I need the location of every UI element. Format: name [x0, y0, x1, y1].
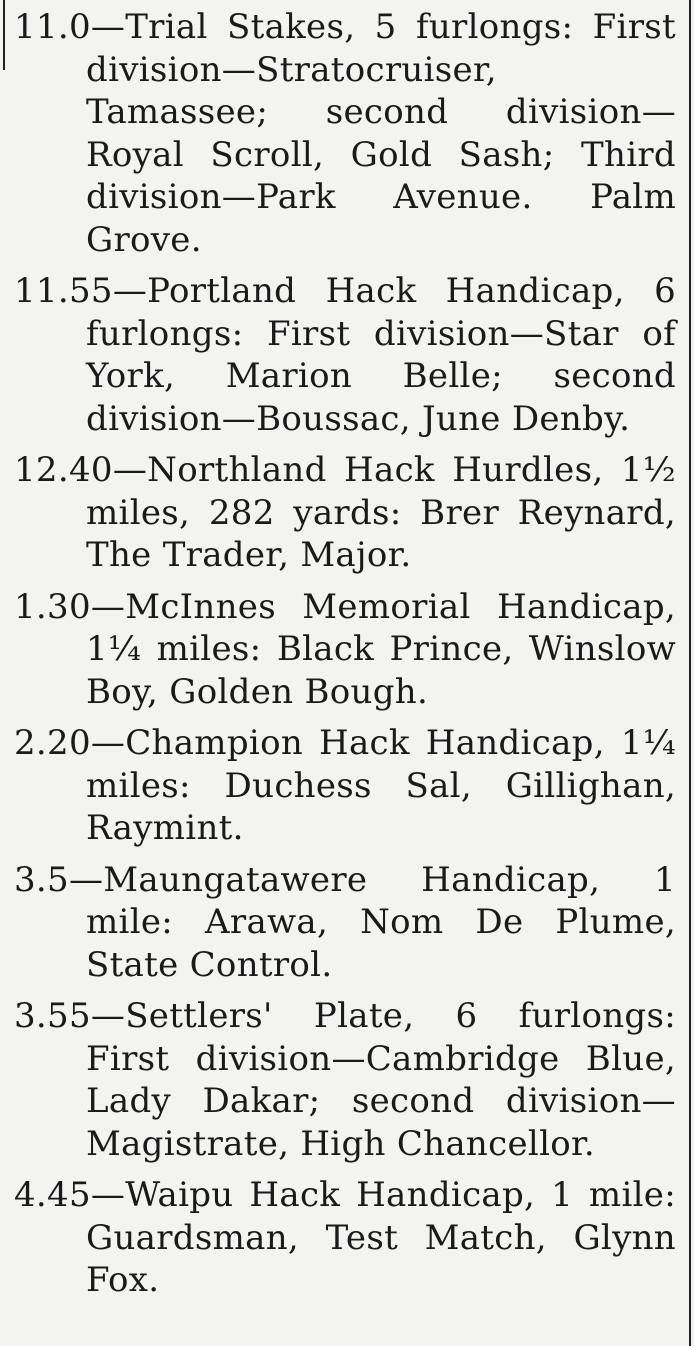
- race-time: 2.20: [14, 723, 91, 763]
- race-entry: [14, 859, 676, 987]
- race-entry: [14, 449, 676, 577]
- race-entry: [14, 270, 676, 440]
- race-time: 12.40: [14, 450, 113, 490]
- race-entry: [14, 722, 676, 850]
- race-entry: [14, 995, 676, 1165]
- race-entry: [14, 1174, 676, 1302]
- race-time: 1.30: [14, 586, 91, 627]
- race-entry: [14, 6, 676, 261]
- column-rule-right: [689, 0, 691, 1346]
- race-time: 4.45: [14, 1175, 91, 1215]
- race-details: —Trial Stakes, 5 furlongs: First division—Stratocruiser, Tamassee; second division—Royal Scroll, Gold Sash; Third division—Park Avenue. Palm Grove.: [86, 7, 676, 260]
- race-details: —Waipu Hack Handicap, 1 mile: Guardsman, Test Match, Glynn Fox.: [86, 1175, 676, 1300]
- race-time: 3.5: [14, 859, 69, 900]
- race-list: [14, 6, 676, 1311]
- race-details: —Champion Hack Handicap, 1¼ miles: Duchess Sal, Gillighan, Raymint.: [86, 723, 676, 848]
- race-time: 11.55: [14, 271, 113, 311]
- race-entry: [14, 586, 676, 714]
- column-rule-left: [3, 0, 5, 70]
- race-details: —Settlers' Plate, 6 furlongs: First division—Cambridge Blue, Lady Dakar; second division—Magistrate, High Chancellor.: [86, 996, 676, 1164]
- race-details: —McInnes Memorial Handicap, 1¼ miles: Black Prince, Winslow Boy, Golden Bough.: [86, 586, 676, 712]
- race-details: —Northland Hack Hurdles, 1½ miles, 282 yards: Brer Reynard, The Trader, Major.: [86, 450, 676, 575]
- race-details: —Portland Hack Handicap, 6 furlongs: First division—Star of York, Marion Belle; second division—Boussac, June Denby.: [86, 271, 676, 439]
- race-details: —Maungatawere Handicap, 1 mile: Arawa, Nom De Plume, State Control.: [68, 859, 676, 985]
- race-time: 3.55: [14, 996, 91, 1036]
- race-time: 11.0: [14, 7, 91, 47]
